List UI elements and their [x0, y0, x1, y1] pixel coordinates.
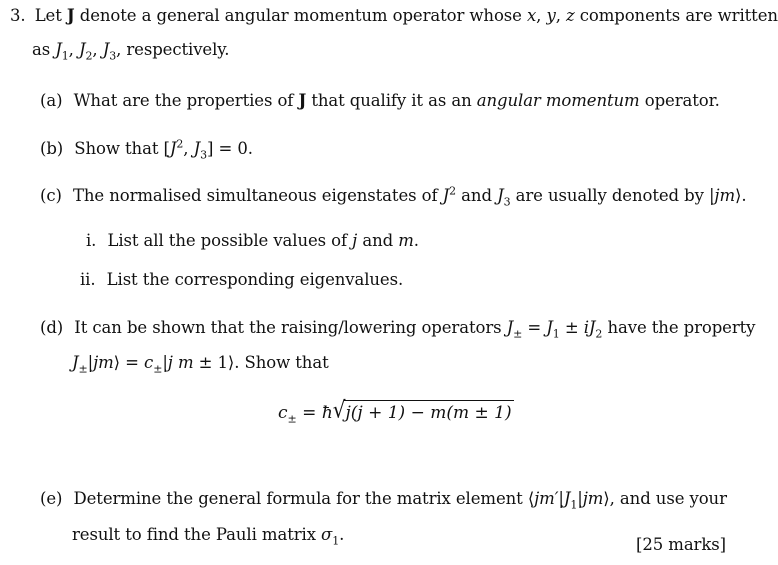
part-a-text: What are the properties of — [73, 91, 299, 110]
intro-text: denote a general angular momentum operator whose — [74, 6, 527, 25]
part-c-i-text: and — [357, 231, 399, 250]
part-d-text: ⟩ = — [113, 353, 145, 372]
part-d-text: ± — [559, 318, 584, 337]
var-J: J — [72, 353, 79, 372]
part-d-text: have the property — [602, 318, 756, 337]
subscript: 3 — [109, 49, 117, 63]
comma: , — [92, 40, 103, 59]
var-J: J — [169, 139, 177, 158]
subscript: ± — [513, 327, 523, 341]
part-c-text: are usually denoted by | — [510, 186, 715, 205]
part-c — [40, 184, 747, 209]
var-J: J — [78, 40, 86, 59]
subscript: 1 — [552, 327, 560, 341]
var-iJ: iJ — [583, 318, 596, 337]
comma: , — [536, 6, 547, 25]
var-c: c — [144, 353, 154, 372]
var-J: J — [506, 318, 514, 337]
part-d-text: | — [87, 353, 94, 372]
var-J: J — [55, 40, 62, 59]
part-c-ii-text: List the corresponding eigenvalues. — [106, 270, 404, 289]
ket-jm: j m — [167, 353, 194, 372]
var-J: J — [546, 318, 553, 337]
part-e-text: Determine the general formula for the matrix element ⟨ — [73, 489, 535, 508]
emphasis: angular momentum — [476, 91, 640, 110]
part-e-text: | — [558, 489, 564, 508]
equals: = — [296, 403, 322, 423]
part-c-ii-label: ii. — [80, 270, 96, 289]
part-b-text: Show that [ — [74, 139, 170, 158]
part-d — [40, 318, 756, 341]
part-b-label: (b) — [40, 139, 64, 158]
comma: , — [555, 6, 566, 25]
ket-jm: jm — [582, 489, 604, 508]
part-c-text: and — [456, 186, 498, 205]
var-J: J — [102, 40, 110, 59]
var-m: m — [398, 231, 414, 250]
var-J: J — [497, 186, 504, 205]
part-e-text: . — [339, 525, 345, 544]
superscript: 2 — [176, 137, 184, 151]
hbar-symbol: ħ — [321, 403, 333, 423]
var-sigma: σ — [321, 525, 333, 544]
part-c-i-text: List all the possible values of — [107, 231, 353, 250]
subscript: ± — [78, 362, 88, 376]
part-e — [40, 489, 727, 512]
part-e-text: result to find the Pauli matrix — [72, 525, 322, 544]
var-y: y — [546, 6, 556, 25]
ket-jm: jm — [714, 186, 735, 205]
part-d-text: It can be shown that the raising/lowering operators — [74, 318, 507, 337]
part-b-text: ] = 0. — [206, 139, 253, 158]
comma: , — [183, 139, 194, 158]
part-a — [40, 91, 720, 111]
part-d-line-2 — [72, 353, 329, 376]
superscript: 2 — [449, 184, 457, 198]
subscript: ± — [153, 362, 163, 376]
part-d-formula — [278, 395, 514, 426]
part-b — [40, 137, 253, 162]
question-intro-line-2 — [32, 40, 230, 63]
subscript: 3 — [503, 195, 511, 209]
part-c-text: ⟩. — [734, 186, 747, 205]
part-e-text: ⟩, and use your — [603, 489, 727, 508]
bold-J: J — [298, 91, 307, 110]
subscript: 1 — [61, 49, 69, 63]
part-d-label: (d) — [40, 318, 64, 337]
bold-J: J — [66, 6, 75, 25]
square-root — [332, 395, 514, 424]
var-c: c — [278, 403, 288, 423]
subscript: 2 — [595, 327, 603, 341]
part-d-text: = — [522, 318, 547, 337]
var-j: j — [352, 231, 358, 250]
intro-text: , respectively. — [116, 40, 230, 59]
subscript: 3 — [200, 148, 207, 162]
intro-text: as — [32, 40, 56, 59]
var-z: z — [566, 6, 575, 25]
part-c-i-text: . — [413, 231, 419, 250]
part-c-text: The normalised simultaneous eigenstates of — [72, 186, 443, 205]
var-x: x — [526, 6, 537, 25]
var-J: J — [193, 139, 201, 158]
intro-text: Let — [34, 6, 67, 25]
question-intro-line-1 — [10, 6, 778, 26]
part-c-i-label: i. — [86, 231, 97, 250]
sqrt-icon: √ — [332, 395, 346, 424]
part-d-text: ± 1⟩. Show that — [193, 353, 329, 372]
radicand: j(j + 1) − m(m ± 1) — [344, 400, 514, 424]
var-J: J — [563, 489, 571, 508]
part-c-label: (c) — [40, 186, 62, 205]
part-c-i — [86, 231, 419, 251]
subscript: 2 — [85, 49, 93, 63]
part-e-line-2 — [72, 525, 345, 548]
intro-text: components are written — [574, 6, 778, 25]
var-J: J — [442, 186, 450, 205]
part-d-text: | — [162, 353, 168, 372]
ket-jm: jm — [93, 353, 114, 372]
part-a-text: operator. — [639, 91, 720, 110]
part-a-text: that qualify it as an — [306, 91, 477, 110]
subscript: 1 — [570, 498, 578, 512]
part-c-ii — [80, 270, 403, 290]
bra-jm-prime: jm′ — [534, 489, 559, 508]
subscript: 1 — [332, 534, 340, 548]
part-e-label: (e) — [40, 489, 63, 508]
comma: , — [68, 40, 79, 59]
subscript: ± — [287, 412, 297, 426]
question-number: 3. — [10, 6, 26, 25]
part-a-label: (a) — [40, 91, 63, 110]
part-e-text: | — [577, 489, 583, 508]
marks-label: [25 marks] — [636, 535, 726, 554]
